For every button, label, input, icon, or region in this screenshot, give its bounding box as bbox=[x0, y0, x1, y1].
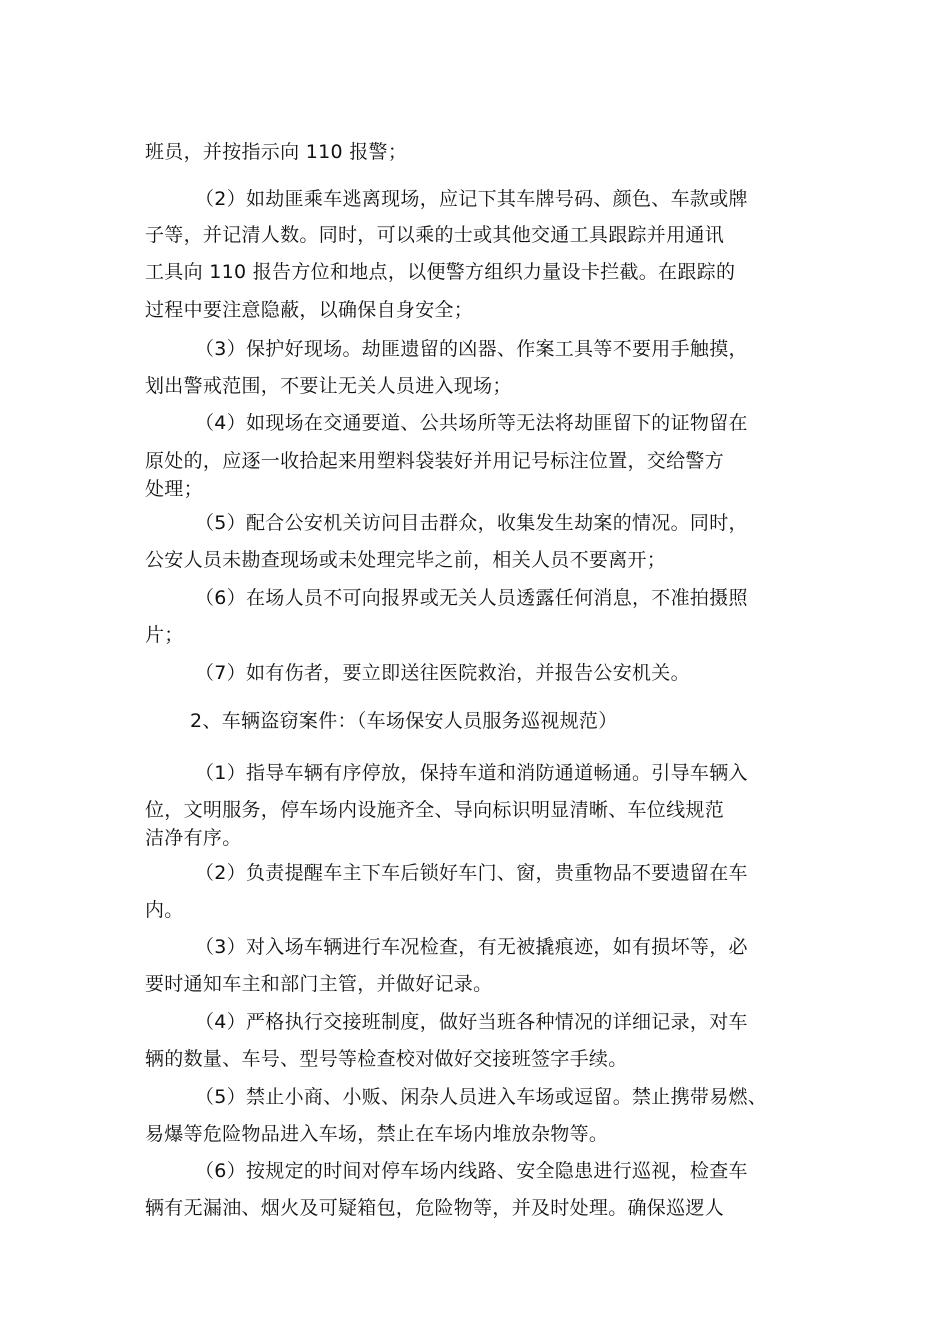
text-line: 辆的数量、车号、型号等检查校对做好交接班签字手续。 bbox=[145, 1048, 628, 1070]
text-line: 内。 bbox=[145, 899, 184, 921]
section-heading: 2、车辆盗窃案件：（车场保安人员服务巡视规范） bbox=[190, 710, 618, 732]
text-line: （6）按规定的时间对停车场内线路、安全隐患进行巡视，检查车 bbox=[195, 1160, 748, 1182]
text-line: （2）如劫匪乘车逃离现场，应记下其车牌号码、颜色、车款或牌 bbox=[195, 188, 748, 210]
text-line: 子等，并记清人数。同时，可以乘的士或其他交通工具跟踪并用通讯 bbox=[145, 224, 725, 246]
text-line: （6）在场人员不可向报界或无关人员透露任何消息，不准拍摄照 bbox=[195, 587, 748, 609]
text-line: （2）负责提醒车主下车后锁好车门、窗，贵重物品不要遗留在车 bbox=[195, 862, 748, 884]
text-line: 位，文明服务，停车场内设施齐全、导向标识明显清晰、车位线规范 bbox=[145, 799, 725, 821]
text-line: 划出警戒范围，不要让无关人员进入现场； bbox=[145, 375, 512, 397]
text-line: （4）如现场在交通要道、公共场所等无法将劫匪留下的证物留在 bbox=[195, 412, 748, 434]
text-line: 原处的，应逐一收拾起来用塑料袋装好并用记号标注位置，交给警方 bbox=[145, 450, 725, 472]
text-line: （4）严格执行交接班制度，做好当班各种情况的详细记录，对车 bbox=[195, 1011, 748, 1033]
text-line: 公安人员未勘查现场或未处理完毕之前，相关人员不要离开； bbox=[145, 549, 667, 571]
text-line: 要时通知车主和部门主管，并做好记录。 bbox=[145, 973, 493, 995]
text-line: （3）保护好现场。劫匪遗留的凶器、作案工具等不要用手触摸， bbox=[195, 338, 748, 360]
text-line: 片； bbox=[145, 624, 184, 646]
text-line: （5）配合公安机关访问目击群众，收集发生劫案的情况。同时， bbox=[195, 512, 748, 534]
text-line: （3）对入场车辆进行车况检查，有无被撬痕迹，如有损坏等，必 bbox=[195, 936, 748, 958]
text-line: 易爆等危险物品进入车场，禁止在车场内堆放杂物等。 bbox=[145, 1123, 609, 1145]
text-line: 过程中要注意隐蔽，以确保自身安全； bbox=[145, 299, 474, 321]
text-line: （1）指导车辆有序停放，保持车道和消防通道畅通。引导车辆入 bbox=[195, 762, 748, 784]
text-line: 工具向 110 报告方位和地点，以便警方组织力量设卡拦截。在跟踪的 bbox=[145, 261, 736, 283]
text-line: （5）禁止小商、小贩、闲杂人员进入车场或逗留。禁止携带易燃、 bbox=[195, 1086, 768, 1108]
text-line: 洁净有序。 bbox=[145, 827, 242, 849]
text-line: 处理； bbox=[145, 478, 203, 500]
text-line: （7）如有伤者，要立即送往医院救治，并报告公安机关。 bbox=[195, 662, 690, 684]
text-line: 班员，并按指示向 110 报警； bbox=[145, 141, 408, 163]
text-line: 辆有无漏油、烟火及可疑箱包，危险物等，并及时处理。确保巡逻人 bbox=[145, 1197, 725, 1219]
